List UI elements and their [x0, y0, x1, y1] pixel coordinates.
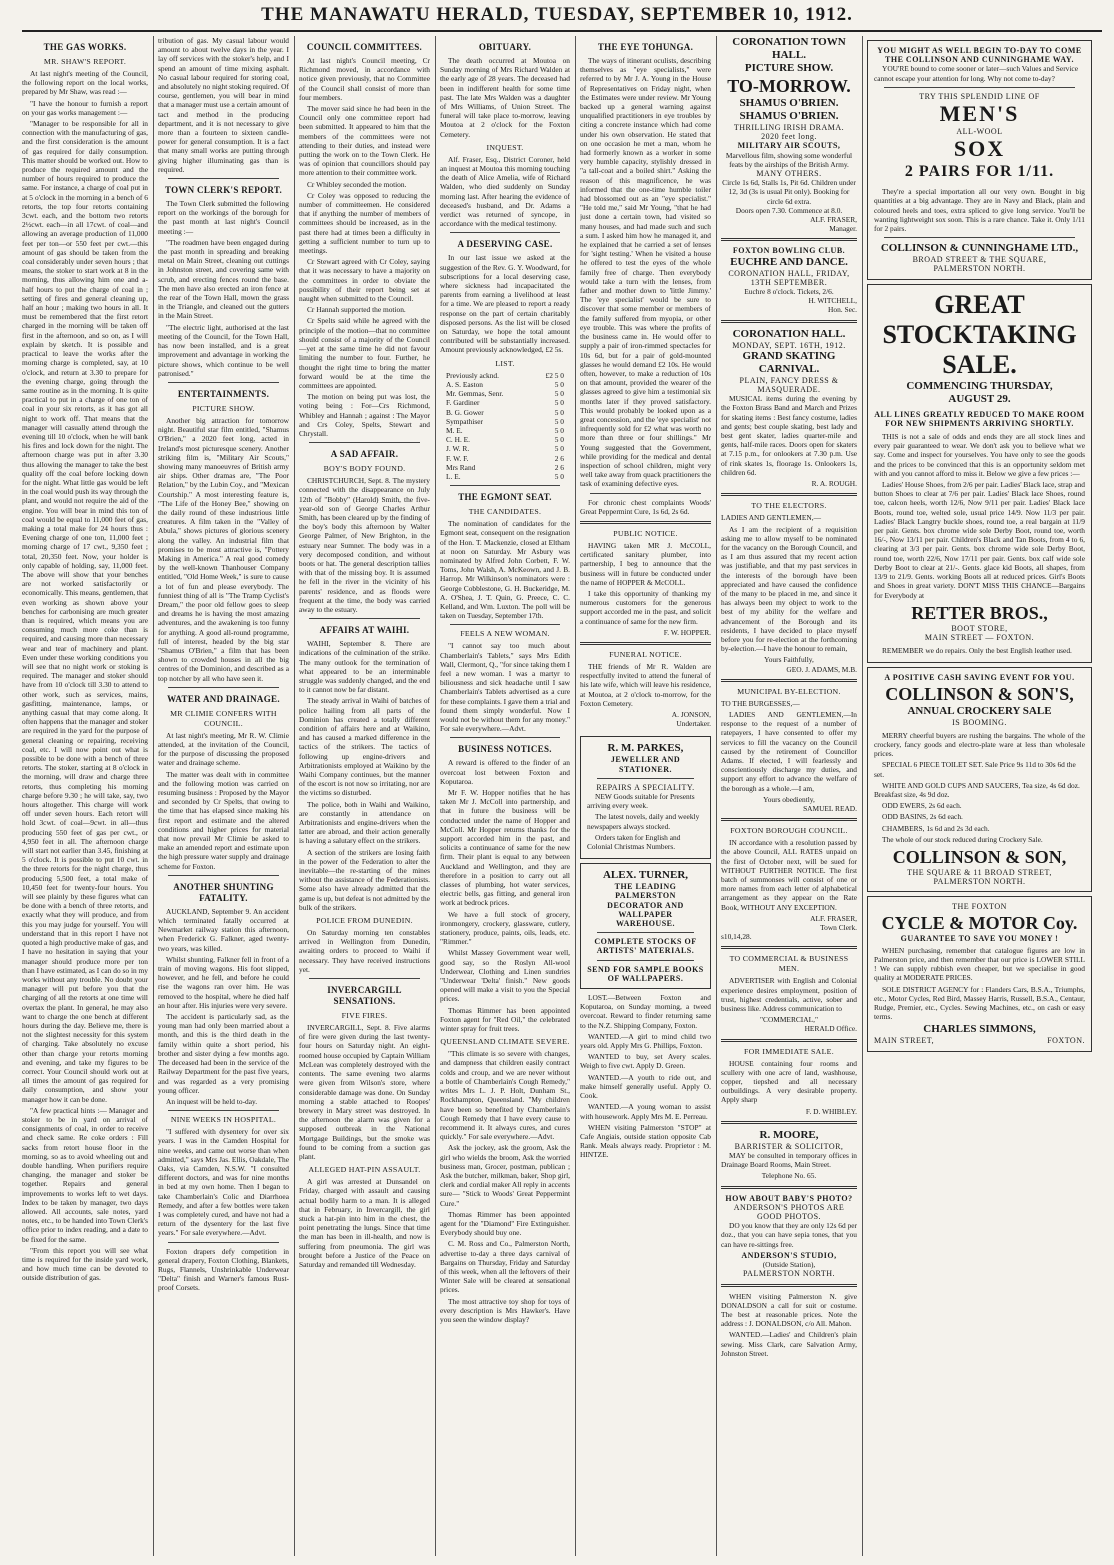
advert-subtitle: SEND FOR SAMPLE BOOKS: [587, 964, 704, 974]
advert-signature: H. WITCHELL,: [808, 296, 857, 306]
article-text: Whilst shunting, Falkner fell in front of a train of moving wagons. His foot slipped, however, and he fell, and before he could rise the wagons ran over him. He was removed to the hospital, where he died half an hour after. His injuries were very severe.: [158, 954, 289, 1010]
classified-ad: WANTED.—A youth to ride out, and make himself generally useful. Apply O. Cook.: [580, 1072, 711, 1101]
subhead-candidates: THE CANDIDATES.: [468, 507, 542, 517]
column-5: [580, 36, 711, 1558]
subhead-five-fires: FIVE FIRES.: [341, 1011, 388, 1021]
divider: [590, 493, 701, 494]
list-item: A. S. Easton 5 0: [446, 379, 564, 389]
advert-signature: R. A. ROUGH.: [811, 479, 857, 489]
advert-text: YOU'RE bound to come sooner or later—such Values and Service cannot escape your attention for long. Why not come to-day?: [874, 64, 1078, 83]
headline-business-notices: BUSINESS NOTICES.: [458, 744, 552, 755]
advert-subtitle: PALMERSTON NORTH.: [933, 877, 1026, 887]
article-text: Thomas Rimmer has been appointed agent for the "Diamond" Fire Extinguisher. Everybody should buy one.: [440, 1209, 570, 1238]
headline-gas-works: THE GAS WORKS.: [43, 42, 127, 52]
headline-council-committees: COUNCIL COMMITTEES.: [306, 42, 423, 52]
advert-subtitle: OF WALLPAPERS.: [607, 973, 684, 983]
advert-title: SOX: [953, 136, 1006, 162]
advert-signature: Manager.: [829, 224, 857, 234]
article-text: Another big attraction for tomorrow night. Beautiful star film entitled, "Shamus O'Brien," a 2020 feet long, acted in Ireland's most picturesque scenery. Another striking film is, "Military Air Scouts," showing many manoeuvres of British army air ships. Other dramas are, "The Poor Relation," by the Lubin Coy., and "Mexican Courtship." A most interesting feature is, "The Life of the Honey Bee," showing on the daily round of these industrious little creatures. A film taken in the "Valley of Abula," shows pictures of glorious scenery along the valley. An industrial film that promises to be most attractive is, "Pottery Making in America." A real good comedy by the well-known Thanhouser Company entitled, "Old Home Week," is sure to cause a lot of fun and please everybody. The funniest thing of all is "The Tramp Cyclist's Dream," the poor old fellow goes to sleep and dreams he is having the most amazing adventures, and the awakening is too funny for anything. A good all-round programme, full of interest, headed by the big star "Shamus O'Brien," a film that has been shown to crowded houses in all the big centres of the Dominion, and described as a top notcher by all who have seen it.: [158, 415, 289, 683]
advert-title: ANDERSON'S STUDIO,: [741, 1250, 837, 1260]
article-text: An inquest will be held to-day.: [166, 1096, 258, 1106]
article-text: Whilst Massey Government wear well, good say, so the Roslyn All-wool Underwear, Clothing and Linen sundries "Underwear 'Delta' finish." New goods opened will make a visit to you the Special prices.: [440, 948, 570, 1004]
article-text: WAIHI, September 8. There are indications of the culmination of the strike. The many outlook for the termination of what appeared to be an interminable struggle was suddenly changed, and the end to it cannot now be far distant.: [299, 639, 430, 695]
article-text: Mr F. W. Hopper notifies that he has taken Mr J. McColl into partnership, and that in future the business will be conducted under the name of Hopper and McColl. Mr Hopper returns thanks for the support accorded him in the past, and solicits a continuance of same for the new firm. Their plant is equal to any between Auckland and Wellington, and they are therefore in a position to carry out all classes of plumbing, hot water services, electric bells, gas fitting, and general iron work at bedrock prices.: [440, 788, 570, 908]
notice-text: LADIES AND GENTLEMEN,—In response to the request of a number of ratepayers, I have consented to offer my services to fill the vacancy on the Council caused by the retirement of Councillor Adams. If elected, I will fearlessly and conscientiously discharge my duties, and support any effort to advance the welfare of the borough as a whole.—I am,: [721, 709, 857, 793]
column-1: [22, 36, 148, 1558]
divider: [721, 238, 857, 241]
column-divider: [575, 36, 576, 1556]
notice-reference: s10,14,28.: [721, 932, 752, 942]
advert-subtitle: DECORATOR AND WALLPAPER: [607, 900, 684, 919]
article-text: The mover said since he had been in the Council only one committee report had been submitted. It appeared to him that the members of the committees were not attending to their duties, and instead were putting the work on to the Town Clerk. He was of opinion that councillors should pay more attention to their committee work.: [299, 104, 430, 178]
advert-text: WHEN purchasing, remember that catalogue figures are low in Palmerston price, and then remember that our price is LOWER STILL ! We can supply rubbish even cheaper, but we specialise in good quality at MODERATE PRICES.: [874, 945, 1085, 983]
advert-subtitle: BARRISTER & SOLICITOR,: [734, 1141, 844, 1151]
divider: [309, 442, 420, 443]
advert-title: SHAMUS O'BRIEN.: [739, 110, 839, 122]
article-text: Alf. Fraser, Esq., District Coroner, held an inquest at Moutoa this morning touching the death of Alice Amelia, wife of Richard Walden, who died suddenly on Sunday morning last. After hearing the evidence of deceased's husband, and Dr. Adams a verdict was returned of syncope, in accordance with the medical testimony.: [440, 154, 570, 229]
advert-text: MERRY cheerful buyers are rushing the bargains. The whole of the crockery, fancy goods and electro-plate ware at less than wholesale prices.: [874, 730, 1085, 759]
subhead-nine-weeks: NINE WEEKS IN HOSPITAL.: [170, 1115, 277, 1125]
article-text: Cr Coley was opposed to reducing the number of committeemen. He considered that if anything the number of members of committees should be increased, as in the past there had at times been a difficulty in getting a sufficient number to turn up to meetings.: [299, 190, 430, 256]
advert-text: NEW Goods suitable for Presents arriving every week.: [587, 792, 695, 811]
advert-text: Orders taken for English and Colonial Christmas Numbers.: [587, 832, 681, 852]
column-divider: [862, 36, 863, 1556]
advert-title: HOW ABOUT BABY'S PHOTO?: [725, 1193, 853, 1203]
advert-subtitle: BROAD STREET & THE SQUARE,: [912, 255, 1047, 265]
subhead-climie: MR CLIMIE CONFERS WITH COUNCIL.: [170, 708, 277, 728]
notice-heading: FUNERAL NOTICE.: [609, 649, 682, 659]
advert-subtitle: PLAIN, FANCY DRESS & MASQUERADE.: [739, 375, 839, 395]
notice-signature: HERALD Office.: [804, 1024, 857, 1034]
article-text: Ask the jockey, ask the groom, Ask the girl who wields the broom, Ask the worried business man, Grocer, postman, publican ; Ask the butcher, milkman, baker, Shop girl, clerk and cordial maker All reply in accents sure— "Stick to Woods' Great Peppermint Cure.": [440, 1143, 570, 1208]
advert-subtitle: MANY OTHERS.: [756, 169, 822, 179]
article-text: At last night's Council meeting, Cr Richmond moved, in accordance with notice given previously, that no Committee of the Council shall consist of more than four members.: [299, 56, 430, 102]
article-text: "From this report you will see what time is required for the inside yard work, and how much time can be devoted to outside distribution of gas.: [22, 1245, 148, 1283]
advert-subtitle: CORONATION HALL, FRIDAY, 13TH SEPTEMBER.: [728, 268, 850, 287]
advert-signature: ALF. FRASER,: [810, 215, 857, 225]
advert-retter-bros: [867, 284, 1092, 664]
divider: [450, 232, 560, 233]
notice-heading: PUBLIC NOTICE.: [613, 528, 678, 538]
notice-text: I take this opportunity of thanking my numerous customers for the generous support accorded me in the past, and solicit a continuance of same for the new firm.: [580, 588, 711, 626]
advert-text: ODD BASINS, 2s 6d each.: [882, 812, 963, 822]
divider: [580, 521, 711, 524]
article-text: C. M. Ross and Co., Palmerston North, advertise to-day a three days carnival of Bargains on Thursday, Friday and Saturday of this week, when all the leftovers of their Winter Sale will be cleared at sensational prices.: [440, 1239, 570, 1295]
divider: [450, 485, 560, 486]
article-text: At last night's meeting, Mr R. W. Climie attended, at the invitation of the Council, for the purpose of discussing the proposed water and drainage scheme.: [158, 730, 289, 768]
advert-text: Marvellous film, showing some wonderful feats by the airships of the British Army.: [725, 150, 853, 169]
notice-signature: Town Clerk.: [820, 923, 857, 933]
advert-subtitle: ANDERSON'S PHOTOS ARE GOOD PHOTOS.: [733, 1202, 845, 1222]
advert-title: EUCHRE AND DANCE.: [730, 255, 848, 268]
list-item: B. G. Gower 5 0: [446, 407, 564, 417]
advert-title: CYCLE & MOTOR Coy.: [881, 912, 1078, 933]
advert-turner: [580, 863, 711, 989]
advert-text: SPECIAL 6 PIECE TOILET SET. Sale Price 9s 11d to 30s 6d the set.: [874, 760, 1076, 779]
headline-town-clerk: TOWN CLERK'S REPORT.: [164, 185, 283, 196]
divider: [597, 932, 694, 933]
advert-subtitle: REPAIRS A SPECIALITY.: [596, 782, 695, 792]
classified-ad: WANTED.—A girl to mind child two years old. Apply Mrs G. Phillips, Foxton.: [580, 1031, 711, 1051]
notice-text: LADIES AND GENTLEMEN,—: [721, 513, 821, 523]
notice-text: HOUSE containing four rooms and scullery with one acre of land, washhouse, copper, tiepshed and all necessary outbuildings. A very desirable property. Apply sharp: [721, 1058, 857, 1105]
headline-affairs-waihi: AFFAIRS AT WAIHI.: [319, 625, 410, 636]
article-text: The matter was dealt with in committee and the following motion was carried on resuming business : Proposed by the Mayor and seconded by Cr Spelts, that owing to the time that has elapsed since making his first report and estimate and the altered conditions and higher prices for material that now prevail Mr Climie be asked to make an amended report and estimate upon the high pressure water supply and drainage scheme for Foxton.: [158, 769, 289, 871]
advert-text: DO you know that they are only 12s 6d per doz., that you can have sepia tones, that you can have re-sittings free.: [721, 1221, 857, 1249]
classified-ad: WANTED to buy, set Avery scales. Weigh to five cwt. Apply D. Green.: [580, 1052, 711, 1071]
headline-entertainments: ENTERTAINMENTS.: [177, 388, 270, 399]
classified-ad: WANTED.—A young woman to assist with housework. Apply Mrs M. E. Perreau.: [580, 1102, 711, 1121]
list-item: Mrs Rand 2 6: [446, 462, 564, 472]
list-item: J. W. R. 5 0: [446, 444, 564, 454]
article-text: Cr Spelts said while he agreed with the principle of the motion—that no committee should consist of a majority of the Council—yet at the same time he did not favour limiting the number to four. Further, he thought the right time to bring the matter forward would be at the time the committees are appointed.: [299, 316, 430, 390]
notice-signature: F. D. WHIBLEY.: [805, 1106, 857, 1116]
divider: [597, 960, 694, 961]
advert-subtitle: THE SQUARE & 11 BROAD STREET,: [907, 867, 1052, 877]
advert-title: ANNUAL CROCKERY SALE: [907, 704, 1052, 717]
column-6: [721, 36, 857, 1558]
advert-subtitle: TRY THIS SPLENDID LINE OF: [919, 91, 1040, 101]
headline-obituary: OBITUARY.: [478, 42, 532, 52]
column-3: [299, 36, 430, 1558]
advert-title: MEN'S: [939, 101, 1020, 127]
advert-text: The latest novels, daily and weekly newspapers always stocked.: [587, 812, 700, 831]
masthead: THE MANAWATU HERALD, TUESDAY, SEPTEMBER 10, 1912.: [261, 4, 853, 25]
advert-subtitle: COMPLETE STOCKS OF: [594, 937, 697, 947]
divider: [168, 875, 279, 876]
advert-text: THIS is not a sale of odds and ends they are all stock lines and every pair guaranteed to wear. We don't ask you to believe what we say. Come and inspect for yourselves. You have only to see the goods and the prices to be convinced that this is an opportunity seldom met with and you cannot afford to miss it. Below we give a few prices :—: [874, 432, 1085, 478]
divider: [168, 1110, 279, 1111]
column-divider: [153, 36, 154, 1556]
article-text: The police, both in Waihi and Waikino, are constantly in attendance on Arbitrationists and engine-drivers when the latter are abroad, and their action generally is having a salutary effect on the strikers.: [299, 799, 430, 846]
advert-text: Ladies' House Shoes, from 2/6 per pair. Ladies' Black lace, strap and button Shoes to clear at 7/6 per pair. Ladies' Black lace Shoes, round toe, calcon heels, worth 12/6, Now 9/11 per pair. Ladies' Black lace Boots, round toe, welted sole, usual price 14/9. Now 11/3 per pair. Ladies' Black Langtry buckle shoes, round toe, a real bargain at 11/9 per pair. Gents. box chrome wide sole Derby Boot, round toe, worth 16/-, Now 13/11 per pair. Children's Black and Tan Boots, from 4 to 6, clearing at 3/3 per pair. Gents. box chrome wide sole Derby Boot, round toe, worth 22/6, Now 17/11 per pair. Gents. box calf wide sole Derby Boot to clear at 21/-. Gents. glace kid Boots, all shapes, from 13/9 to 21/9. Gents. working Boots all at reduced prices. Girl's Boots and Shoes in great variety. DON'T MISS THIS CHANCE—Bargains for Everybody at: [874, 480, 1085, 600]
list-item: L. E. 5 0: [446, 471, 564, 481]
advert-subtitle: BOOT STORE,: [951, 623, 1008, 633]
advert-title: COLLINSON & CUNNINGHAME LTD.,: [880, 242, 1079, 255]
list-item: F. W. F. 2 6: [446, 453, 564, 463]
article-text: "The electric light, authorised at the last meeting of the Council, for the Town Hall, has now been installed, and is a great improvement and advantage in working the picture shows, which continue to be well patronised.": [158, 322, 289, 378]
divider: [168, 382, 279, 383]
headline-sad-affair: A SAD AFFAIR.: [330, 449, 399, 460]
advert-skating-carnival: [721, 328, 857, 489]
article-text: INVERCARGILL, Sept. 8. Five alarms of fire were given during the last twenty-four hours on Saturday night. An eight-roomed house occupied by Captain William McLean was completely destroyed with the contents. The same evening two alarms were given from Wilson's store, where considerable damage was done. On Sunday morning a stable attached to Roopes' brewery in Mary street was destroyed. In the afternoon the alarm was given for a supposed outbreak in the National Mortgage Buildings, but the smoke was found to be coming from a suction gas plant.: [299, 1023, 430, 1161]
advert-subtitle: MAIN STREET — FOXTON.: [924, 632, 1035, 642]
article-text: The accident is particularly sad, as the young man had only been married about a month, and this is the third death in the family within quite a short period, his brother and sister dying a few months ago. The deceased had been in the service of the Railway Department for the past five years, and was regarded as a very promising young officer.: [158, 1012, 289, 1095]
advert-title: COLLINSON & SON,: [892, 846, 1067, 867]
advert-address: MAIN STREET, FOXTON.: [874, 1036, 1085, 1046]
article-text: The Town Clerk submitted the following report on the workings of the borough for the past month at last night's Council meeting :—: [158, 199, 289, 236]
advert-title: CHARLES SIMMONS,: [923, 1023, 1036, 1036]
advert-title: YOU MIGHT AS WELL BEGIN TO-DAY TO COME THE COLLINSON AND CUNNINGHAME WAY.: [877, 46, 1082, 65]
advert-anderson: [721, 1194, 857, 1279]
advert-subtitle: 2020 feet long.: [761, 132, 817, 142]
divider: [168, 1242, 279, 1243]
divider: [597, 778, 694, 779]
notice-text: THE friends of Mr R. Walden are respectfully invited to attend the funeral of his late wife, which will leave his residence, at Moutoa, at 2 o'clock to-morrow, for the Foxton Cemetery.: [580, 661, 711, 708]
divider: [721, 493, 857, 496]
divider: [721, 1121, 857, 1124]
divider: [884, 87, 1075, 88]
article-text: We have a full stock of grocery, ironmongery, crockery, glassware, cutlery, stationery, produce, paints, oils, leads, etc. "Rimmer.": [440, 909, 570, 947]
classified-ad: LOST.—Between Foxton and Koputaroa, on Sunday morning, a tweed overcoat. Reward to finder returning same to the N.Z. Shipping Company, Foxton.: [580, 993, 711, 1030]
divider: [884, 237, 1075, 238]
advert-text: They're a special importation all our very own. Bought in big quantities at a big advantage. They are in Navy and Black, plain and coloured heels and toes, extra spliced to give long service. You'll be wanting lightweight sox soon. This is a rare chance. Take it. Only 1/11 for 2 pairs.: [874, 187, 1085, 234]
advert-subtitle: ARTISTS' MATERIALS.: [596, 946, 695, 956]
advert-title: COLLINSON & SON'S,: [885, 683, 1074, 704]
subhead-hat-pin: ALLEGED HAT-PIN ASSAULT.: [308, 1165, 421, 1175]
classified-ad: WANTED.—Ladies' and Children's plain sewing. Miss Clark, care Salvation Army, Johnston Street.: [721, 1330, 857, 1358]
column-2: [158, 36, 289, 1558]
advert-parkes: [580, 736, 711, 859]
column-4: [440, 36, 570, 1558]
list-item: C. H. E. 5 0: [446, 435, 564, 445]
advert-subtitle: ALL LINES GREATLY REDUCED TO MAKE ROOM FOR NEW SHIPMENTS ARRIVING SHORTLY.: [874, 409, 1085, 428]
advert-subtitle: MILITARY AIR SCOUTS,: [737, 141, 841, 151]
article-text: "I suffered with dysentery for over six years. I was in the Camden Hospital for nine weeks, and came out worse than when admitted," says Mrs Jas. Ellis, Oakdale, The Oaks, via Camden, N.S.W. "I consulted different doctors, and was for nine months in bed at my own home. Then I began to take Chamberlain's Colic and Diarrhoea Remedy, and after a few bottles were taken I was completely cured, and have not had a return of the dysentery for the last five years." For sale everywhere.—Advt.: [158, 1127, 289, 1238]
advert-title: CORONATION HALL.: [732, 327, 846, 340]
headline-shunting-fatality: ANOTHER SHUNTING FATALITY.: [173, 881, 274, 903]
article-text: "The roadmen have been engaged during the past month in spreading and breaking metal on Main Street, cleaning out cuttings in Johnston street, and covering same with scrub, and erecting fences round the base. The men have also erected an iron fence at the rear of the Town Hall, mown the grass in the Triangle, and cleaned out the gutters in the Main Street.: [158, 237, 289, 321]
list-item: F. Gardiner 5 0: [446, 398, 564, 408]
article-text: CHRISTCHURCH, Sept. 8. The mystery connected with the disappearance on July 12th of "Bobby" (Harold) Smith, the five-year-old son of George Charles Arthur Smith, has been cleared up by the finding of the boy's body this afternoon by Walter George Palmer, of New Brighton, in the estuary near Sumner. The body was in a very decomposed condition, and without boots or hat. The general description tallies with that of the missing boy. It is assumed he fell in the river in the vicinity of his parents' residence, and as floods were frequent at the time, the body was carried away to the estuary.: [299, 476, 430, 614]
headline-egmont-seat: THE EGMONT SEAT.: [458, 492, 552, 503]
subscription-list-title: LIST.: [495, 358, 515, 368]
article-text: "A few practical hints :— Manager and stoker to be in yard on arrival of consignments of coal, in order to receive and check same. Re coke orders : Fill sacks from retort house floor in the morning, so as to avoid wheeling out and double handling. When purifiers require changing, the manager and stoker be together. Repairs and general improvements to works left to wet days. Index to be taken by manager, two days allowed. All accounts, sale notes, yard notes, etc., to be handed into Town Clerk's office prior to index reading, and a date to be fixed for the same.: [22, 1105, 148, 1244]
divider: [721, 1186, 857, 1189]
subhead-queensland: QUEENSLAND CLIMATE SEVERE.: [440, 1037, 570, 1047]
article-text: Foxton drapers defy competition in general drapery, Foxton Clothing, Blankets, Rugs, Flannels, Unshrinkable Underwear "Delta" finish and Warner's famous Rust-proof Corsets.: [158, 1246, 289, 1293]
notice-text: IN accordance with a resolution passed by the above Council, ALL RATES unpaid on the first of October next, will be sued for WITHOUT FURTHER NOTICE. The first batch of summonses will consist of one or more names from each letter of alphabetical arrangement as they appear on the Rate Book, WITHOUT ANY EXCEPTION.: [721, 838, 857, 912]
advert-signature: Hon. Sec.: [828, 305, 857, 315]
list-item: Mr. Gemmas, Senr. 5 0: [446, 389, 564, 399]
divider: [168, 687, 279, 688]
column-divider: [435, 36, 436, 1556]
subhead-shaw-report: MR. SHAW'S REPORT.: [43, 57, 127, 66]
notice-signature: A. JONSON,: [671, 710, 711, 719]
advert-title: CORONATION TOWN HALL.: [732, 36, 846, 61]
advert-subtitle: THE LEADING PALMERSTON: [614, 882, 677, 901]
advert-text: REMEMBER we do repairs. Only the best English leather used.: [882, 646, 1072, 656]
article-text: "This climate is so severe with changes, and dampness that children easily contract colds and croup, and we are never without a bottle of Chamberlain's Cough Remedy," writes Mrs L. J. P. Holt, Dunham St., Rockhampton, Queensland. "My children have been so benefited by Chamberlain's Cough Remedy that I have every cause to recommend it. It always cures, and cures quickly." For sale everywhere.—Advt.: [440, 1049, 570, 1142]
advert-subtitle: GUARANTEE TO SAVE YOU MONEY !: [900, 933, 1059, 943]
article-text: "I cannot say too much about Chamberlain's Tablets," says Mrs Edith Wall, Clermont, Q., "for since taking them I feel a new woman. I was a martyr to biliousness and sick headache until I saw Chamberlain's Tablets advertised as a cure for these complaints. I gave them a trial and found them simply wonderful. Now I would not be without them for any money." For sale everywhere.—Advt.: [440, 641, 570, 734]
article-text: "Manager to be responsible for all in connection with the manufacturing of gas, and the first consideration is the amount of gas required for daily consumption. This matter should be worked out. How to produce the required amount and the number of hours required to produce the same. For instance, a charge of coal put in at 5 o'clock in the morning in a bench of 6 retorts, the top four retorts containing 3cwt. each, and the bottom two retorts 2½cwt. each—in all 17cwt. of coal—and allowing an average production of 11,000 feet per ton—or 550 feet per cwt.—this amount of gas should be taken from the coal considerably under seven hours ; that means, the stoker to start work at 8 in the morning, thus allowing him one and a-half hours to put the charge of coal in ; setting of fires and general cleaning up, half an hour ; making two hours in all. It must be remembered that the first retort charged in the morning will be taken off first in the afternoon, and so on, as I will explain by sketch. It is possible and practical to leave the works after the morning charge is completed, say, at 10 o'clock, and return at 3.30 to prepare for the evening charge, going through the same routine as in the morning. It is quite practical to put in a charge of one ton of coal in your six retorts, as it has got all night to work off. That means that the manager will casually attend through the evening till 10 o'clock, when he will bank his fires and lock down for the night. The afternoon charge was put in after 3.30 thus allowing the manager to take the best quality off the coal before locking down for the night. What little gas would be left in the coal would push its way through the plant, and would not require the aid of the engine. You will bear in mind this ton of coal would be equal to 11,000 feet of gas, making a total make for 24 hours thus : Evening charge of one ton, 11,000 feet ; morning charge of 17 cwt., 9,350 feet ; total, 20,350 feet. Now, your holder is only capable of holding, say, 11,000 feet. The above will show that your benches are not worked satisfactorily or economically. This means, gentlemen, that even working as shown above your benches for carbonising are much greater than is required, which means you are consuming much more coke than is required, and causing more than necessary wear and tear of machinery and plant. Even under these working conditions you will see that no night work or stoking is required. The manager and stoker should have from 10 o'clock till 3.30 to attend to other work, such as services, mains, gasfitting, maintenance, lamps, or anything casual that may come along. It often happens that the manager and stoker are required in the yard for the purpose of general cleaning or repairing, receiving coal, etc. I will now point out what is possible to be done with a bench of three retorts. The stoker, starting at 8 o'clock in the morning, will draw and charge three retorts, thus completing his morning charge before 9.30 ; he will take, say, two hours altogether. This charge will work off under seven hours. Each retort will hold 3cwt. of coal—9cwt. in all—thus producing 550 feet of gas per cwt., or 4,950 feet in all. The afternoon charge will start not earlier than 3.45, finishing at 5 o'clock. It is possible to put 10 cwt. in the three retorts for the night charge, thus producing 5,500 feet, a total make of 10,450 feet for twenty-four hours. You will see plainly by these figures what can be done with a bench of three retorts, and exactly what they will produce, and from this you may judge for yourself. You will understand that in this report I have not quoted a high productive make of gas, and I have no hesitation in saying that your manager should produce more per ton than I have estimated, as I can do so in my works without any trouble. No doubt your manager will put before you that the charging of all the retorts at one time will overtax the plant. In general, he may also want to charge the one bench at different hours during the day. Believe me, there is not the slightest necessity for this system of charging. Take absolutely no excuse other than charge your retorts morning and evening, and take my figures to be correct. Your Council should work out at all times the amount of gas required for daily consumption, and show your manager how it can be done.: [22, 119, 148, 1104]
advert-text: Telephone No. 65.: [761, 1171, 817, 1181]
column-divider: [716, 36, 717, 1556]
article-text: In our last issue we asked at the suggestion of the Rev. G. Y. Woodward, for subscriptions for a local deserving case, where sickness had incapacitated the parents from earning a livelihood at least for a time. We are pleased to report a ready response on the part of certain charitably disposed persons. As the list will be closed on Saturday, we hope the total amount contributed will be substantially increased. Amount previously acknowledged, £2 5s.: [440, 253, 570, 355]
classified-ad: WHEN visiting Palmerston "STOP" at Cafe Angiais, outside station opposite Cab Rank. Meals always ready. Proprietor : M. HINTZE.: [580, 1122, 711, 1160]
headline-water-drainage: WATER AND DRAINAGE.: [167, 693, 280, 704]
advert-title: AUGUST 29.: [948, 392, 1011, 405]
column-divider: [294, 36, 295, 1556]
subhead-inquest: INQUEST.: [486, 142, 524, 152]
notice-heading: FOR IMMEDIATE SALE.: [744, 1046, 834, 1056]
article-text: The motion on being put was lost, the voting being : For—Crs Richmond, Whibley and Hannah ; against : The Mayor and Crs Coley, Spelts, Stewart and Chrystall.: [299, 392, 430, 438]
advert-text: Doors open 7.30. Commence at 8.0.: [735, 205, 843, 215]
advert-foxton-cycle: [867, 896, 1092, 1051]
subhead-boys-body: BOY'S BODY FOUND.: [323, 464, 406, 474]
subhead-new-woman: FEELS A NEW WOMAN.: [460, 629, 550, 639]
headline-invercargill: INVERCARGILL SENSATIONS.: [327, 985, 402, 1007]
notice-heading: MUNICIPAL BY-ELECTION.: [737, 686, 841, 696]
divider: [450, 624, 560, 625]
divider: [721, 818, 857, 821]
notice-text: ADVERTISER with English and Colonial experience desires employment, position of trust, highest credentials, active, sober and business like. Address communication to: [721, 976, 857, 1014]
divider: [721, 679, 857, 682]
advert-text: The whole of our stock reduced during Crockery Sale.: [882, 834, 1043, 844]
notice-signature: "COMMERCIAL,": [760, 1015, 818, 1025]
advert-subtitle: ALL-WOOL: [956, 127, 1003, 137]
article-text: The most attractive toy shop for toys of every description is Mrs Hawker's. Have you seen the window display?: [440, 1296, 570, 1324]
article-text: Cr Stewart agreed with Cr Coley, saying that it was necessary to have a majority on the committees in order to obviate the possibility of their report being set at naught when submitted to the Council.: [299, 257, 430, 304]
advert-title: PICTURE SHOW.: [744, 62, 834, 74]
article-text: At last night's meeting of the Council, the following report on the local works, prepared by Mr Shaw, was read :—: [22, 69, 148, 97]
column-7: [867, 36, 1092, 1558]
divider: [721, 1284, 857, 1287]
notice-signature: ALF. FRASER,: [810, 913, 857, 923]
masthead-rule: [22, 30, 1102, 32]
divider: [168, 178, 279, 179]
divider: [580, 642, 711, 645]
advert-title: SHAMUS O'BRIEN.: [739, 97, 839, 109]
advert-subtitle: THRILLING IRISH DRAMA.: [733, 123, 845, 132]
advert-moore: [721, 1129, 857, 1181]
classified-ad: WHEN visiting Palmerston N. give DONALDSON a call for suit or costume. The best at reasonable prices. Note the address : J. DONALDSON, c/o All. Mahon.: [721, 1291, 857, 1329]
list-item: M. E. 5 0: [446, 425, 564, 435]
divider: [721, 1039, 857, 1042]
notice-text: HAVING taken MR J. McCOLL, certificated sanitary plumber, into partnership, I beg to announce that the business will in future be conducted under the name of HOPPER & McCOLL.: [580, 540, 711, 587]
advert-title: FOXTON BOWLING CLUB.: [732, 246, 846, 256]
notice-heading: FOXTON BOROUGH COUNCIL.: [730, 826, 848, 836]
advert-title: COMMENCING THURSDAY,: [906, 379, 1053, 392]
advert-text: For chronic chest complaints Woods' Great Peppermint Cure, 1s 6d, 2s 6d.: [580, 497, 711, 516]
advert-title: R. M. PARKES,: [607, 742, 684, 755]
article-text: The ways of itinerant oculists, describing themselves as "eye specialists," were referred to by Mr J. A. Young in the House of Representatives on Friday night, when the Estimates were under review. Mr Young backed up a general warning against unqualified practitioners in eye troubles by citing a concrete instance which had come under his own observation. He stated that on one occasion he met a man, whom he had formerly known as a worker in some very humble capacity, stylishly dressed in "a tall-coat and a boiled shirt." Asking the reason of this magnificence, he was informed that the one-time humble toiler had blossomed out as an "eye specialist." "He told me," said Mr Young, "that he had just done a certain town, had visited so many houses, and had made such and such a sum. I asked him how he managed it, and he explained that he carried a set of lenses for 'sight testing.' When he visited a house he offered to test the eyes of the whole family free of charge. Then everybody would take a turn with the lenses, from father and mother down to 'little Jimmy.' The 'eye specialist' would be sure to discover that some member or members of the family suffered from myopia, or other eye trouble. This was where the profits of the business came in. He would offer to supply a pair of iron-rimmed spectacles for 10s 6d, but for a pair of gold-mounted glasses he would demand £2 10s. He would often, however, to make a reduction of 10s on that amount, provided the wearer of the glasses agreed to give him a testimonial six months later if they proved satisfactory. This would probably be looked upon as a great concession, and the 'eye specialist' not infrequently sold for £2 what was worth no more than three or four shillings." Mr Young suggested that the Government, while providing for the medical and dental inspection of school children, might very well take away from quack practitioners the task of examining defective eyes.: [580, 56, 711, 489]
advert-text: CHAMBERS, 1s 6d and 2s 3d each.: [882, 823, 990, 833]
advert-title: R. MOORE,: [759, 1128, 819, 1141]
advert-subtitle: WAREHOUSE.: [615, 919, 675, 929]
divider: [450, 737, 560, 738]
divider: [309, 978, 420, 979]
article-text: Cr Hannah supported the motion.: [307, 305, 406, 315]
article-text: On Saturday morning ten constables arrived in Wellington from Dunedin, awaiting orders to proceed to Waihi if necessary. They have received instructions yet.: [299, 928, 430, 974]
advert-subtitle: IS BOOMING.: [952, 717, 1007, 727]
advert-title: RETTER BROS.,: [911, 602, 1048, 623]
advert-title: GRAND SKATING CARNIVAL.: [742, 349, 836, 375]
notice-signature: Yours obediently,: [763, 794, 815, 804]
headline-deserving-case: A DESERVING CASE.: [457, 239, 553, 250]
advert-text: ODD EWERS, 2s 6d each.: [882, 801, 962, 811]
advert-subtitle: THE FOXTON: [952, 902, 1007, 912]
article-text: The nomination of candidates for the Egmont seat, consequent on the resignation of the Hon. T. Mackenzie, closed at Eltham at noon on Saturday. Mr Asbury was nominated by Alfred John Corbett, F. W. Toms, John Walsh, A. McKeown, and J. B. Harrop. Mr Wilkinson's nominators were : George Cobblestone, G. H. Buckeridge, M. A. O'Shea, J. T. Quin, G. Preece, C. C. Kelland, and Wm. Luxton. The poll will be taken on Tuesday, September 17th.: [440, 519, 570, 621]
notice-text: As I am the recipient of a requisition asking me to allow myself to be nominated for the vacancy on the Borough Council, and as I am thus assured that my recent action was justifiable, and that my past services in the interests of the borough have been appreciated and have caused the confidence of the many to be placed in me, and since it has always been my object to work to the best of my ability for the welfare and advancement of the Borough and its residents, I have decided to place myself before you for re-election at the forthcoming by-election.—I have the honour to remain,: [721, 524, 857, 654]
advert-subtitle: JEWELLER AND STATIONER.: [610, 755, 681, 774]
headline-eye-tohunga: THE EYE TOHUNGA.: [597, 42, 694, 52]
advert-title: 2 PAIRS FOR 1/11.: [904, 163, 1055, 181]
advert-text: (Outside Station),: [762, 1260, 816, 1270]
advert-title: GREAT STOCKTAKING SALE.: [882, 289, 1077, 379]
notice-heading: TO THE ELECTORS.: [751, 501, 827, 511]
advert-collinson-cunninghame: [867, 40, 1092, 280]
article-text: tribution of gas. My casual labour would amount to about twelve days in the year. I lay off services with the stoker's help, and I spend an amount of time mixing asphalt. No casual labour required for storing coal, and absolutely no night stoking required. Of course, gentlemen, you will bear in mind that a manager must use a certain amount of tact and method in the producing department, and it is not necessary to give more than a fourteen to sixteen candle-power for general consumption. It is a fact that many small works are putting through giving higher illuminating gas than is required.: [158, 36, 289, 174]
article-text: Thomas Rimmer has been appointed Foxton agent for "Red Oil," the celebrated winter spray for fruit trees.: [440, 1005, 570, 1034]
advert-subtitle: PALMERSTON NORTH.: [933, 264, 1026, 274]
advert-text: SOLE DISTRICT AGENCY for : Flanders Cars, B.S.A., Triumphs, etc., Motor Cycles, Red Bird, Massey Harris, Russell, B.S.A., Centaur, Rudge, Premier, etc., Cycles. Sewing Machines, etc., on cash or easy terms.: [874, 984, 1085, 1022]
notice-signature: Undertaker.: [676, 719, 711, 729]
advert-title: ALEX. TURNER,: [602, 869, 689, 882]
article-text: A section of the strikers are losing faith in the power of the Federation to alter the inevitable—the re-starting of the mines without the assistance of the Federationists. Some also have already admitted that the game is up, but defeat is not admitted by the bulk of the strikers.: [299, 847, 430, 912]
article-text: "I have the honour to furnish a report on your gas works management :—: [22, 98, 148, 117]
advert-title: TO-MORROW.: [727, 76, 851, 96]
list-item: Sympathiser 5 0: [446, 416, 564, 426]
list-item: Previously acknd. £2 5 0: [446, 370, 564, 380]
notice-text: TO THE BURGESSES,—: [721, 698, 800, 708]
divider: [309, 618, 420, 619]
notice-signature: Yours Faithfully,: [764, 655, 814, 665]
advert-text: MUSICAL items during the evening by the Foxton Brass Band and March and Prizes for skating items : Best fancy costume, ladies and gents; best couple skating, best lady and best gent skater, ladies quarter-mile and gents, half-mile races. Doors open for skaters at 7.15 p.m., for onlookers at 7.30 p.m. Use of rink skates 1s, floorage 1s. Onlookers 1s, children 6d.: [721, 394, 857, 477]
article-text: Cr Whibley seconded the motion.: [307, 179, 407, 189]
advert-picture-show: [721, 36, 857, 233]
notice-signature: GEO. J. ADAMS, M.B.: [786, 664, 857, 674]
article-text: The steady arrival in Waihi of batches of police hailing from all parts of the Dominion has created a totally different condition of affairs here and at Waikino, and has caused a marked difference in the tactics of the strikers. The tactics of following up engine-drivers and Arbitrationists employed at Waikino by the Waihi Company continues, but the manner of the escort is not now so irritating, nor are the victims so disturbed.: [299, 696, 430, 798]
advert-bowling-club: [721, 246, 857, 314]
advert-subtitle: MONDAY, SEPT. 16TH, 1912.: [732, 340, 846, 350]
article-text: A girl was arrested at Dunsandel on Friday, charged with assault and causing actual bodily harm to a man. It is alleged that in February, in Invercargill, the girl stuck a hat-pin into him in the chest, the point penetrating the lungs. Since that time the man has been in ill-health, and now is suffering from pneumonia. The girl was brought before a Justice of the Peace on Saturday and remanded till Wednesday.: [299, 1177, 430, 1269]
advert-text: WHITE AND GOLD CUPS AND SAUCERS, Tea size, 4s 6d doz. Breakfast size, 4s 9d doz.: [874, 780, 1080, 799]
advert-text: MAY be consulted in temporary offices in Drainage Board Rooms, Main Street.: [721, 1151, 857, 1170]
article-text: The death occurred at Moutoa on Sunday morning of Mrs Richard Walden at the early age of 28 years. The deceased had been in indifferent health for some time past. The late Mrs Walden was a daughter of Mrs Williams, of Union Street. The funeral will take place to-morrow, leaving Moutoa at 2 o'clock for the Foxton Cemetery.: [440, 56, 570, 139]
subhead-police-dunedin: POLICE FROM DUNEDIN.: [316, 916, 413, 926]
subhead-picture-show: PICTURE SHOW.: [192, 403, 255, 413]
subscription-list: [440, 371, 570, 481]
advert-text: Circle 1s 6d, Stalls 1s, Pit 6d. Children under 12, 3d (3s is usual Pit only). Booking for circle 6d extra.: [722, 178, 856, 206]
advert-text: Euchre 8 o'clock. Tickets, 2/6.: [744, 287, 834, 297]
notice-signature: F. W. HOPPER.: [663, 627, 711, 637]
notice-heading: TO COMMERCIAL & BUSINESS MEN.: [729, 954, 849, 974]
divider: [721, 946, 857, 949]
advert-subtitle: A POSITIVE CASH SAVING EVENT FOR YOU.: [884, 673, 1075, 683]
article-text: AUCKLAND, September 9. An accident which terminated fatally occurred at Newmarket railway station this afternoon, when Frederick G. Falkner, aged twenty-two years, was killed.: [158, 906, 289, 953]
advert-subtitle: PALMERSTON NORTH.: [742, 1269, 836, 1279]
advert-collinson-son: [867, 667, 1092, 892]
article-text: A reward is offered to the finder of an overcoat lost between Foxton and Koputaroa.: [440, 758, 570, 786]
divider: [721, 320, 857, 323]
notice-signature: SAMUEL READ.: [803, 803, 857, 813]
